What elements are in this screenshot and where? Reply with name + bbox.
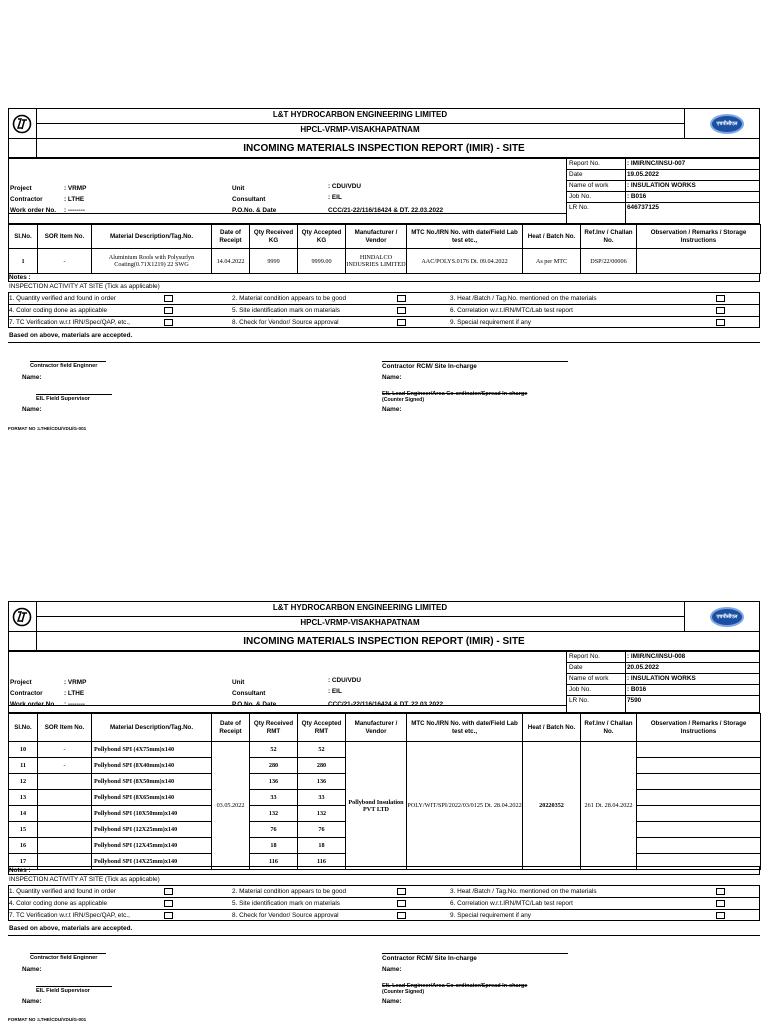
table-row: 13 Pollybond SPI (8X65mm)x140 33 33 — [9, 790, 761, 806]
sig-contractor-engineer: Contractor field Enginner — [30, 363, 98, 369]
check-correlation[interactable] — [716, 900, 725, 907]
materials-table: Sl.No. SOR Item No. Material Description/Tag.No. Date of Receipt Qty Received RMT Qty Accepted RMT Manufacturer / Vendor MTC No./IRN No. with date/Field Lab test etc., Heat / Batch No. Ref.Inv / Challan No. Observation / Remarks / Storage Instructions 10 - Pollybond SPI (4X75mm)x140 03.05.2022 52 52 Pollybond Insulation PVT LTD POLY/WIT/SPI/2022/03/0125 Dt. 28.04.2022 20220352 261 Dt. 28.04.2022 11 - Pollybond SPI (8X40mm)x140 280 280 12 Pollybond SPI (8X50mm)x140 136 136 13 Pollybond SPI (8X65mm)x140 33 33 14 Pollybond SPI (10X50mm)x140 132 132 15 Pollybond SPI (12X25mm)x140 76 76 16 Pollybond SPI (12X45mm)x140 18 18 17 Pollybond SPI (14X25mm)x140 116 116 — [8, 713, 761, 870]
format-no: FORMAT NO :LTHE/CDU/VDU/G-001 — [8, 426, 87, 431]
sig-eil-supervisor: EIL Field Supervisor — [36, 396, 90, 402]
acceptance-statement: Based on above, materials are accepted. — [9, 332, 133, 339]
check-special-req[interactable] — [716, 912, 725, 919]
check-tc-verification[interactable] — [164, 319, 173, 326]
unit-value: : CDU/VDU — [328, 677, 362, 684]
inspection-activity-label: INSPECTION ACTIVITY AT SITE (Tick as applicable) — [9, 283, 160, 290]
report-no: : IMIR/NC/INSU-007 — [627, 160, 686, 167]
lt-logo — [12, 114, 32, 134]
project-value: : VRMP — [64, 679, 87, 686]
report-date: 20.05.2022 — [627, 664, 659, 671]
lt-logo — [12, 607, 32, 627]
check-tc-verification[interactable] — [164, 912, 173, 919]
check-condition[interactable] — [397, 888, 406, 895]
report-sheet-1: L&T HYDROCARBON ENGINEERING LIMITED HPCL-VRMP-VISAKHAPATNAM एचपीसीएल INCOMING MATERIALS INSPECTION REPORT (IMIR) - SITE Report No. : IMIR/NC/INSU-007 Date 19.05.2022 Name of work : INSULATION WORKS Job No. : B016 LR No. 646737125 Project : VRMP Contractor : LTHE Work order No. : -------- Unit : CDU/VDU Consultant : EIL P.O.No. & Date CCC/21-22/116/16424 & DT. 22.03.2022 Sl.No. SOR Item No. Material Description/Tag.No. Date of Receipt Qty Received KG Qty Accepted KG Manufacturer / Vendor MTC No./IRN No. with date/Field Lab test etc., Heat / Batch No. Ref.Inv / Challan No. Observation / Remarks / Storage Instructions 1 - Aluminium Rools with Polysurlyn Coating(0.71X1219) 22 SWG 14.04.2022 9999 9999.00 HINDALCO INDUSRIES LIMITED AAC/POLYS.0176 Dt. 09.04.2022 As per MTC DSP/22/00006 Notes : INSPECTION ACTIVITY AT SITE (Tick as applicable) 1. Quantity verified and found in order 2. Material condition appears to be good 3. Heat /Batch / Tag.No. mentioned on the materials 4. Color coding done as applicable 5. Site identification mark on materials 6. Correlation w.r.t.IRN/MTC/Lab test report 7. TC Verification w.r.t IRN/Spec/QAP, etc., 8. Check for Vendor/ Source approval 9. Special requirement if any Based on above, materials are accepted. Contractor field Enginner Name: Contractor RCM/ Site In-charge Name: EIL Field Supervisor Name: EIL Lead Engineer/Area Co-ordinator/Spread In-charge (Counter Signed) Name: FORMAT NO :LTHE/CDU/VDU/G-001 — [8, 108, 760, 430]
job-no: : B016 — [627, 193, 647, 200]
hpcl-logo: एचपीसीएल — [710, 607, 744, 627]
format-no: FORMAT NO :LTHE/CDU/VDU/G-001 — [8, 1017, 87, 1022]
consultant-value: : EIL — [328, 688, 342, 695]
notes-row — [8, 273, 760, 282]
sig-eil-supervisor: EIL Field Supervisor — [36, 988, 90, 994]
work-order-value: : -------- — [64, 701, 85, 708]
project-site: HPCL-VRMP-VISAKHAPATNAM — [300, 125, 420, 134]
project-value: : VRMP — [64, 185, 87, 192]
hpcl-logo: एचपीसीएल — [710, 114, 744, 134]
company-name: L&T HYDROCARBON ENGINEERING LIMITED — [272, 110, 448, 119]
check-condition[interactable] — [397, 295, 406, 302]
project-site: HPCL-VRMP-VISAKHAPATNAM — [300, 618, 420, 627]
check-color-coding[interactable] — [164, 900, 173, 907]
check-site-mark[interactable] — [397, 307, 406, 314]
report-sheet-2: L&T HYDROCARBON ENGINEERING LIMITED HPCL-VRMP-VISAKHAPATNAM एचपीसीएल INCOMING MATERIALS INSPECTION REPORT (IMIR) - SITE Report No. : IMIR/NC/INSU-008 Date 20.05.2022 Name of work : INSULATION WORKS Job No. : B016 LR No. 7590 Project : VRMP Contractor : LTHE Work order No. : -------- Unit : CDU/VDU Consultant : EIL P.O.No. & Date CCC/21-22/116/16424 & DT. 22.03.2022 Sl.No. SOR Item No. Material Description/Tag.No. Date of Receipt Qty Received RMT Qty Accepted RMT Manufacturer / Vendor MTC No./IRN No. with date/Field Lab test etc., Heat / Batch No. Ref.Inv / Challan No. Observation / Remarks / Storage Instructions 10 - Pollybond SPI (4X75mm)x140 03.05.2022 52 52 Pollybond Insulation PVT LTD POLY/WIT/SPI/2022/03/0125 Dt. 28.04.2022 20220352 261 Dt. 28.04.2022 11 - Pollybond SPI (8X40mm)x140 280 280 12 Pollybond SPI (8X50mm)x140 136 136 13 Pollybond SPI (8X65mm)x140 33 33 14 Pollybond SPI (10X50mm)x140 132 132 15 Pollybond SPI (12X25mm)x140 76 76 16 Pollybond SPI (12X45mm)x140 18 18 17 Pollybond SPI (14X25mm)x140 116 116 Notes : INSPECTION ACTIVITY AT SITE (Tick as applicable) 1. Quantity verified and found in order 2. Material condition appears to be good 3. Heat /Batch / Tag.No. mentioned on the materials 4. Color coding done as applicable 5. Site identification mark on materials 6. Correlation w.r.t.IRN/MTC/Lab test report 7. TC Verification w.r.t IRN/Spec/QAP, etc., 8. Check for Vendor/ Source approval 9. Special requirement if any Based on above, materials are accepted. Contractor field Enginner Name: Contractor RCM/ Site In-charge Name: EIL Field Supervisor Name: EIL Lead Engineer/Area Co-ordinator/Spread In-charge (Counter Signed) Name: FORMAT NO :LTHE/CDU/VDU/G-001 — [8, 601, 760, 1024]
check-special-req[interactable] — [716, 319, 725, 326]
table-row: 12 Pollybond SPI (8X50mm)x140 136 136 — [9, 774, 761, 790]
report-no: : IMIR/NC/INSU-008 — [627, 653, 686, 660]
check-correlation[interactable] — [716, 307, 725, 314]
job-no: : B016 — [627, 686, 647, 693]
report-title: INCOMING MATERIALS INSPECTION REPORT (IMIR) - SITE — [243, 636, 525, 647]
name-of-work: : INSULATION WORKS — [627, 182, 696, 189]
table-row: 14 Pollybond SPI (10X50mm)x140 132 132 — [9, 806, 761, 822]
check-color-coding[interactable] — [164, 307, 173, 314]
table-row: 15 Pollybond SPI (12X25mm)x140 76 76 — [9, 822, 761, 838]
table-row: 17 Pollybond SPI (14X25mm)x140 116 116 — [9, 854, 761, 870]
sig-contractor-rcm: Contractor RCM/ Site In-charge — [382, 363, 477, 370]
report-date: 19.05.2022 — [627, 171, 659, 178]
po-value: CCC/21-22/116/16424 & DT. 22.03.2022 — [328, 701, 444, 708]
work-order-value: : -------- — [64, 207, 85, 214]
notes-row — [8, 866, 760, 875]
check-vendor-approval[interactable] — [397, 319, 406, 326]
contractor-value: : LTHE — [64, 690, 85, 697]
check-vendor-approval[interactable] — [397, 912, 406, 919]
report-title: INCOMING MATERIALS INSPECTION REPORT (IMIR) - SITE — [243, 143, 525, 154]
table-row: 16 Pollybond SPI (12X45mm)x140 18 18 — [9, 838, 761, 854]
table-row: 1 - Aluminium Rools with Polysurlyn Coating(0.71X1219) 22 SWG 14.04.2022 9999 9999.00 HINDALCO INDUSRIES LIMITED AAC/POLYS.0176 Dt. 09.04.2022 As per MTC DSP/22/00006 — [9, 249, 761, 274]
sig-eil-lead: EIL Lead Engineer/Area Co-ordinator/Spread In-charge — [382, 391, 528, 397]
contractor-value: : LTHE — [64, 196, 85, 203]
po-value: CCC/21-22/116/16424 & DT. 22.03.2022 — [328, 207, 444, 214]
check-quantity[interactable] — [164, 888, 173, 895]
unit-value: : CDU/VDU — [328, 183, 362, 190]
company-name: L&T HYDROCARBON ENGINEERING LIMITED — [272, 603, 448, 612]
inspection-activity-label: INSPECTION ACTIVITY AT SITE (Tick as applicable) — [9, 876, 160, 883]
check-heat-batch[interactable] — [716, 295, 725, 302]
check-heat-batch[interactable] — [716, 888, 725, 895]
lr-no: 646737125 — [627, 204, 659, 211]
acceptance-statement: Based on above, materials are accepted. — [9, 925, 133, 932]
materials-table: Sl.No. SOR Item No. Material Description/Tag.No. Date of Receipt Qty Received KG Qty Accepted KG Manufacturer / Vendor MTC No./IRN No. with date/Field Lab test etc., Heat / Batch No. Ref.Inv / Challan No. Observation / Remarks / Storage Instructions 1 - Aluminium Rools with Polysurlyn Coating(0.71X1219) 22 SWG 14.04.2022 9999 9999.00 HINDALCO INDUSRIES LIMITED AAC/POLYS.0176 Dt. 09.04.2022 As per MTC DSP/22/00006 — [8, 224, 761, 274]
check-quantity[interactable] — [164, 295, 173, 302]
lr-no: 7590 — [627, 697, 642, 704]
name-of-work: : INSULATION WORKS — [627, 675, 696, 682]
sig-contractor-engineer: Contractor field Enginner — [30, 955, 98, 961]
table-row: 10 - Pollybond SPI (4X75mm)x140 03.05.2022 52 52 Pollybond Insulation PVT LTD POLY/WIT/SPI/2022/03/0125 Dt. 28.04.2022 20220352 261 Dt. 28.04.2022 — [9, 742, 761, 758]
consultant-value: : EIL — [328, 194, 342, 201]
check-site-mark[interactable] — [397, 900, 406, 907]
table-row: 11 - Pollybond SPI (8X40mm)x140 280 280 — [9, 758, 761, 774]
sig-contractor-rcm: Contractor RCM/ Site In-charge — [382, 955, 477, 962]
sig-eil-lead: EIL Lead Engineer/Area Co-ordinator/Spread In-charge — [382, 983, 528, 989]
